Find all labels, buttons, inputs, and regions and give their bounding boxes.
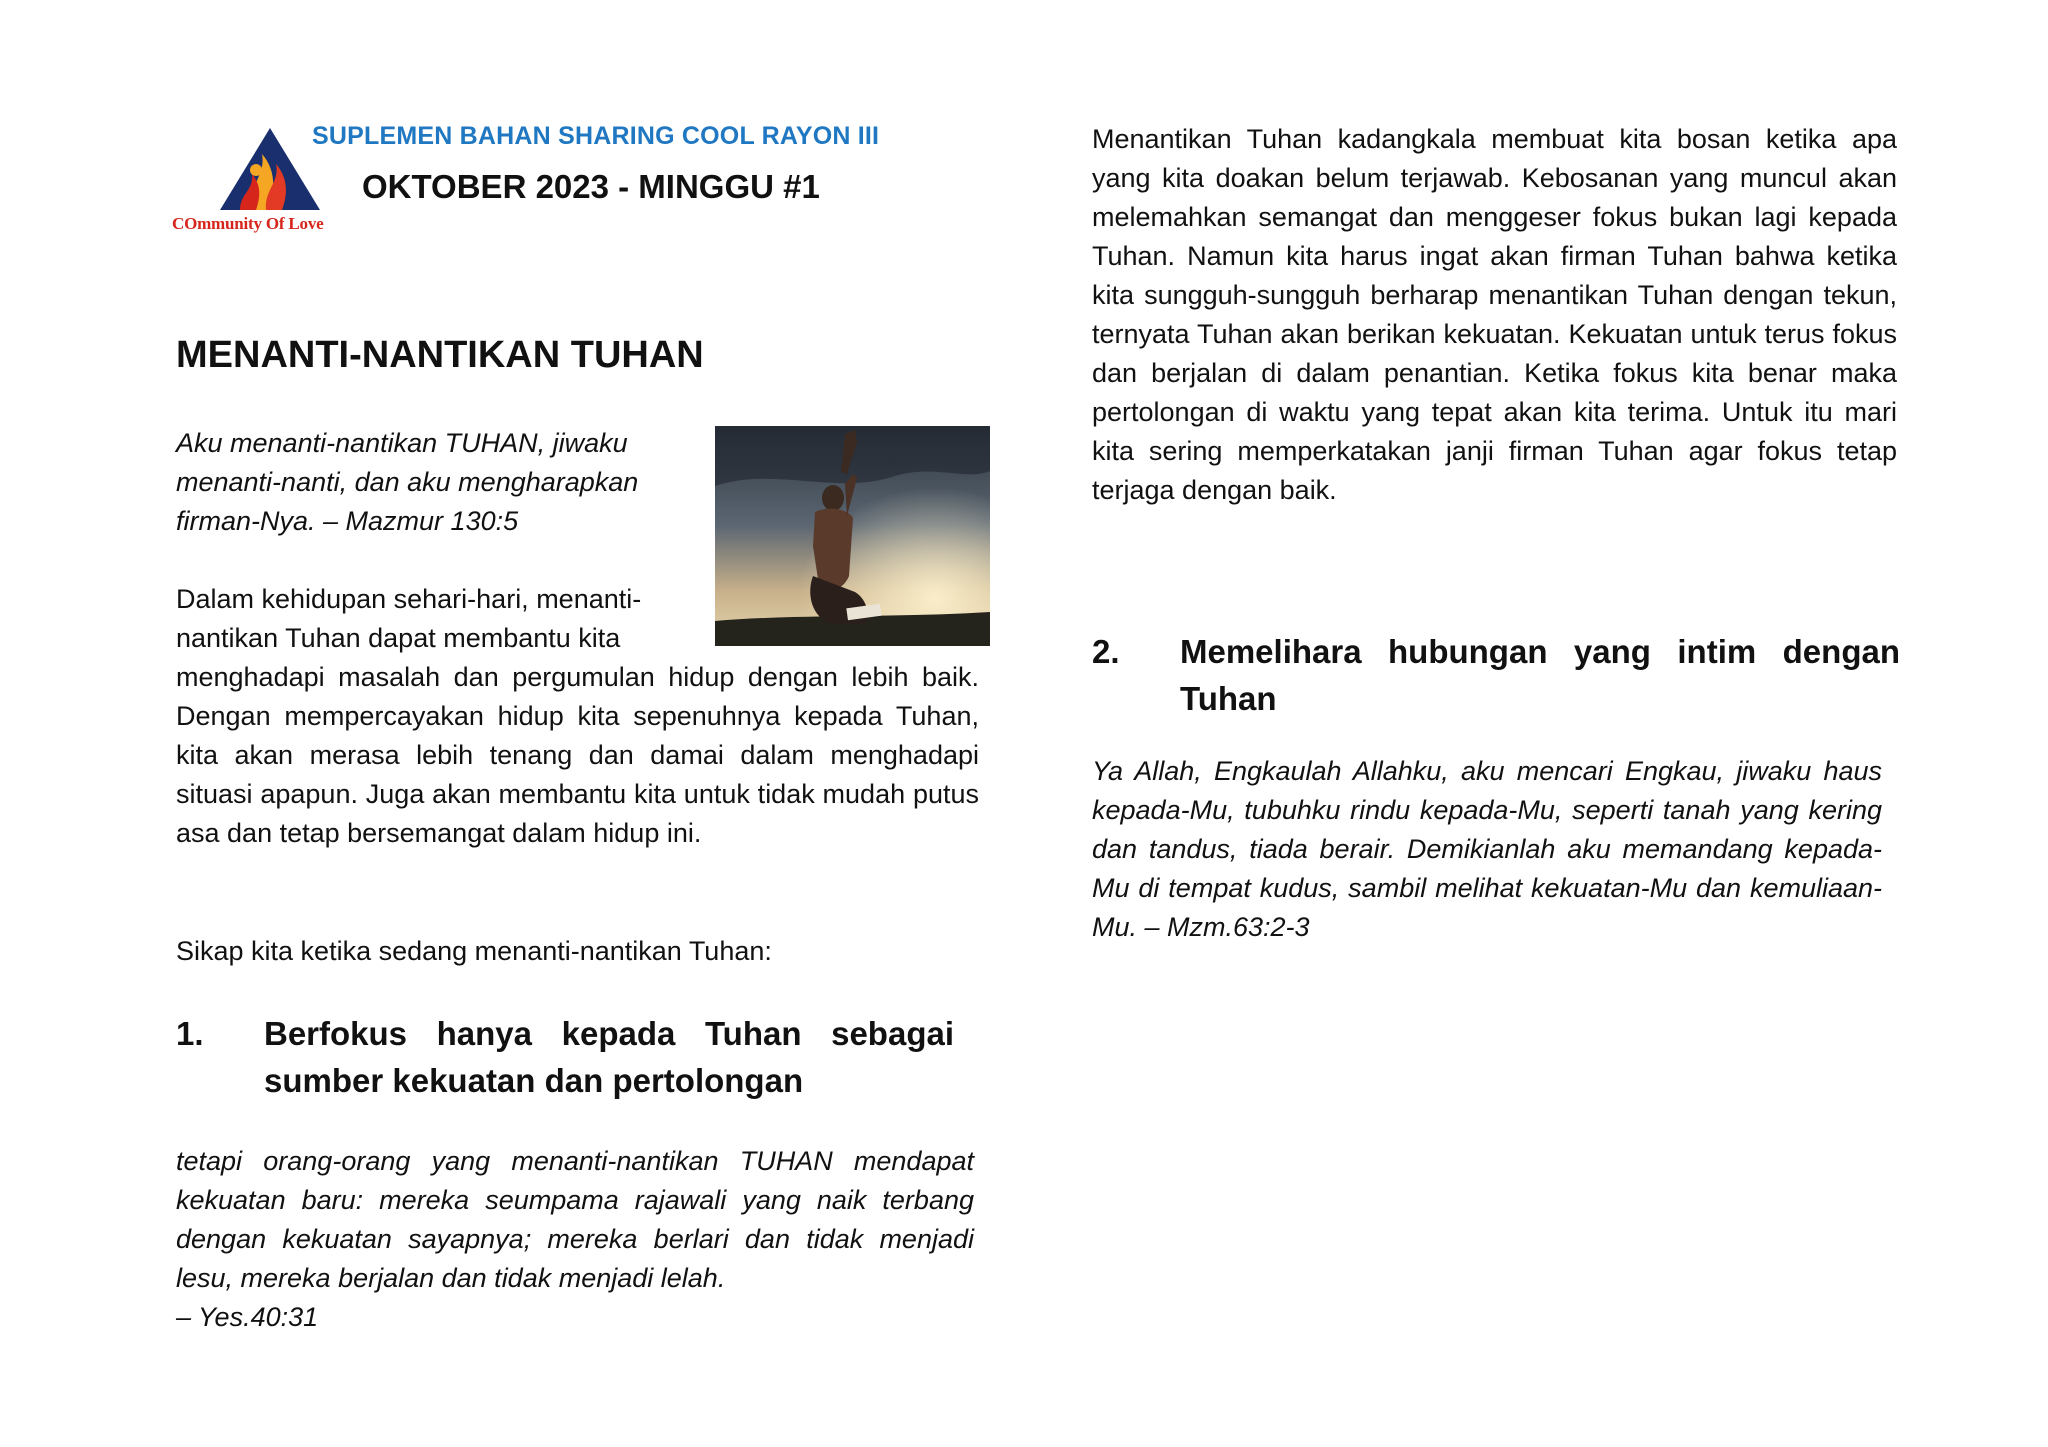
point-1-verse (176, 1142, 979, 1337)
point-2-title: Memelihara hubungan yang intim dengan Tuhan (1180, 633, 1900, 717)
intro-text: menghadapi masalah dan pergumulan hidup dengan lebih baik. Dengan mempercayakan hidup kita sepenuhnya kepada Tuhan, kita akan merasa lebih tenang dan damai dalam menghadapi situasi apapun. Juga akan membantu kita untuk tidak mudah putus asa dan tetap bersemangat dalam hidup ini. (176, 662, 979, 848)
intro-paragraph (176, 580, 979, 853)
supplement-title: SUPLEMEN BAHAN SHARING COOL RAYON III (312, 122, 880, 150)
page-title: MENANTI-NANTIKAN TUHAN (176, 334, 704, 376)
verse-line: menanti-nanti, dan aku mengharapkan (176, 467, 639, 497)
logo-text: COmmunity Of Love (172, 214, 324, 233)
intro-line: Dalam kehidupan sehari-hari, menanti- (176, 584, 642, 614)
verse-line: Aku menanti-nantikan TUHAN, jiwaku (176, 428, 628, 458)
attitude-intro: Sikap kita ketika sedang menanti-nantikan Tuhan: (176, 936, 772, 966)
point-1-verse-ref: – Yes.40:31 (176, 1302, 319, 1332)
point-1-number: 1. (176, 1015, 204, 1052)
opening-verse (176, 424, 696, 541)
point-2-verse: Ya Allah, Engkaulah Allahku, aku mencari Engkau, jiwaku haus kepada-Mu, tubuhku rindu kepada-Mu, seperti tanah yang kering dan tandus, tiada berair. Demikianlah aku memandang kepada-Mu di tempat kudus, sambil melihat kekuatan-Mu dan kemuliaan-Mu. – Mzm.63:2-3 (1092, 756, 1882, 942)
point-2-heading (1092, 628, 1907, 728)
point-1-verse-text: tetapi orang-orang yang menanti-nantikan TUHAN mendapat kekuatan baru: mereka seumpama rajawali yang naik terbang dengan kekuatan sayapnya; mereka berlari dan tidak menjadi lesu, mereka berjalan dan tidak menjadi lelah. (176, 1146, 974, 1293)
focus-paragraph: Menantikan Tuhan kadangkala membuat kita bosan ketika apa yang kita doakan belum terjawab. Kebosanan yang muncul akan melemahkan semangat dan menggeser fokus bukan lagi kepada Tuhan. Namun kita harus ingat akan firman Tuhan bahwa ketika kita sungguh-sungguh berharap menantikan Tuhan dengan tekun, ternyata Tuhan akan berikan kekuatan. Kekuatan untuk terus fokus dan berjalan di dalam penantian. Ketika fokus kita benar maka pertolongan di waktu yang tepat akan kita terima. Untuk itu mari kita sering memperkatakan janji firman Tuhan agar fokus tetap terjaga dengan baik. (1092, 124, 1897, 505)
intro-line: nantikan Tuhan dapat membantu kita (176, 623, 621, 653)
point-1-title: Berfokus hanya kepada Tuhan sebagai sumber kekuatan dan pertolongan (264, 1015, 954, 1099)
edition-title: OKTOBER 2023 - MINGGU #1 (362, 168, 820, 205)
point-1-heading (176, 1010, 979, 1110)
verse-line: firman-Nya. – Mazmur 130:5 (176, 506, 519, 536)
point-2-number: 2. (1092, 633, 1120, 670)
